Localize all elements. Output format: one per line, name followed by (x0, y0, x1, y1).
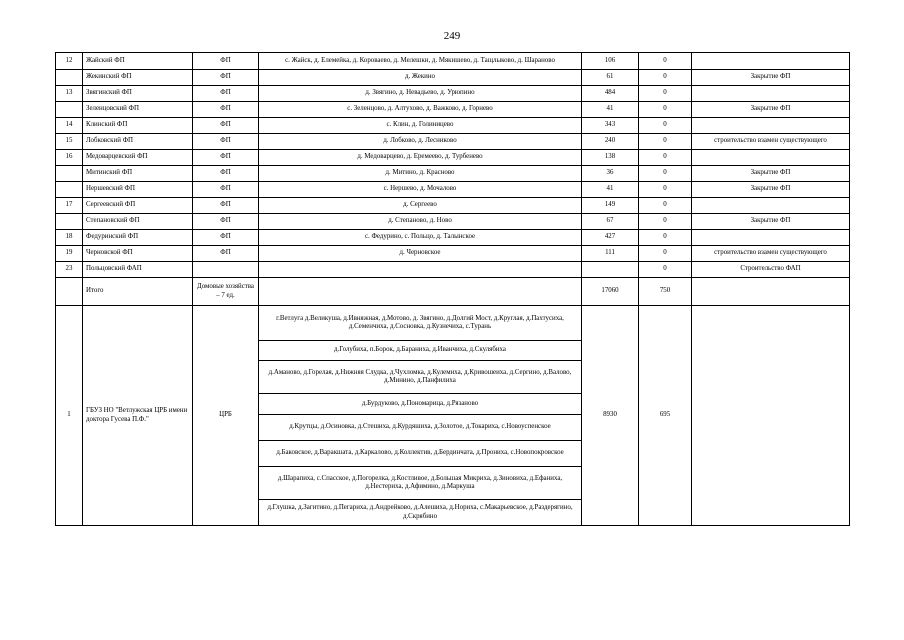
capacity: 0 (639, 53, 692, 70)
capacity: 0 (639, 118, 692, 134)
list-item (259, 500, 581, 526)
population: 8930 (582, 306, 639, 526)
capacity: 0 (639, 150, 692, 166)
served-settlements: с. Клин, д. Голиницево (259, 118, 582, 134)
facility-type: ЦРБ (193, 306, 259, 526)
capacity: 0 (639, 102, 692, 118)
row-number: 17 (56, 198, 83, 214)
capacity: 0 (639, 182, 692, 198)
served-settlements: д. Степаново, д. Ново (259, 214, 582, 230)
row-number: 18 (56, 230, 83, 246)
note (692, 86, 850, 102)
note: Строительство ФАП (692, 262, 850, 278)
table-row (56, 198, 850, 214)
list-item (259, 341, 581, 361)
total-row (56, 278, 850, 306)
settlement-group: д.Бурдуково, д.Пономарица, д.Рязаново (259, 394, 581, 415)
table-row (56, 230, 850, 246)
facility-name: Лобковский ФП (83, 134, 193, 150)
capacity: 0 (639, 214, 692, 230)
note: Закрытие ФП (692, 70, 850, 86)
row-number (56, 70, 83, 86)
table-row (56, 53, 850, 70)
facilities-table (55, 52, 850, 526)
note (692, 150, 850, 166)
facility-name: Клинский ФП (83, 118, 193, 134)
facility-name: Степановский ФП (83, 214, 193, 230)
table-row (56, 134, 850, 150)
capacity: 0 (639, 166, 692, 182)
population: 61 (582, 70, 639, 86)
capacity: 0 (639, 86, 692, 102)
list-item (259, 415, 581, 441)
served-settlements: д. Лобково, д. Лесниково (259, 134, 582, 150)
served-settlements: д. Сергеево (259, 198, 582, 214)
table-row (56, 166, 850, 182)
table-row (56, 214, 850, 230)
population: 67 (582, 214, 639, 230)
row-number: 1 (56, 306, 83, 526)
population: 41 (582, 182, 639, 198)
note (692, 53, 850, 70)
facility-name: ГБУЗ НО "Ветлужская ЦРБ имени доктора Гусева П.Ф." (83, 306, 193, 526)
facility-name: Звягинский ФП (83, 86, 193, 102)
population: 343 (582, 118, 639, 134)
served-settlements: д. Медоварцево, д. Еремеево, д. Турбенево (259, 150, 582, 166)
served-settlements: с. Зеленцово, д. Алтухово, д. Важково, д. Горнево (259, 102, 582, 118)
population: 427 (582, 230, 639, 246)
total-capacity: 750 (639, 278, 692, 306)
settlement-group: г.Ветлуга д.Великуша, д.Ивняжная, д.Мотово, д. Звягино, д.Долгий Мост, д.Круглая, д.Пахтусиха, д.Семенчиха, д.Сосновка, д.Кузнечиха, с.Турань (259, 306, 581, 341)
capacity: 0 (639, 262, 692, 278)
facility-name: Федуринский ФП (83, 230, 193, 246)
served-settlements: с. Федурино, с. Польцо, д. Талынское (259, 230, 582, 246)
list-item (259, 394, 581, 415)
facility-type: ФП (193, 134, 259, 150)
row-number (56, 166, 83, 182)
capacity: 0 (639, 70, 692, 86)
population: 106 (582, 53, 639, 70)
note (692, 198, 850, 214)
row-number: 13 (56, 86, 83, 102)
row-number (56, 102, 83, 118)
facility-type: ФП (193, 150, 259, 166)
total-label: Итого (83, 278, 193, 306)
list-item (259, 441, 581, 467)
facility-type: ФП (193, 214, 259, 230)
list-item (259, 306, 581, 341)
table-row (56, 70, 850, 86)
row-number: 23 (56, 262, 83, 278)
facility-name: Черновской ФП (83, 246, 193, 262)
page-number: 249 (443, 30, 461, 42)
table-row (56, 182, 850, 198)
note: Закрытие ФП (692, 214, 850, 230)
capacity: 0 (639, 134, 692, 150)
row-number: 12 (56, 53, 83, 70)
crb-row (56, 306, 850, 526)
facility-type: ФП (193, 230, 259, 246)
population: 149 (582, 198, 639, 214)
served-settlements: с. Жайск, д. Елемейка, д. Короваево, д. Мелешки, д. Мякишево, д. Тащлыково, д. Шараново (259, 53, 582, 70)
note: строительство взамен существующего (692, 134, 850, 150)
facility-type (193, 262, 259, 278)
population: 138 (582, 150, 639, 166)
row-number (56, 278, 83, 306)
facility-type: ФП (193, 86, 259, 102)
facility-type: ФП (193, 166, 259, 182)
population: 111 (582, 246, 639, 262)
population: 41 (582, 102, 639, 118)
row-number (56, 214, 83, 230)
settlement-group: д.Голубиха, п.Борок, д.Баранихa, д.Иванчиха, д.Скулябиха (259, 341, 581, 361)
table-row (56, 118, 850, 134)
settlement-group: д.Шарапиха, с.Спасское, д.Погорелка, д.Костливое, д.Большая Микриха, д.Зиновиха, д.Ефаниха, д.Нестериха, д.Афимино, д.Маркуша (259, 467, 581, 500)
list-item (259, 361, 581, 394)
facility-type: ФП (193, 70, 259, 86)
population: 484 (582, 86, 639, 102)
table-row (56, 150, 850, 166)
row-number: 16 (56, 150, 83, 166)
served-settlements: д. Черновское (259, 246, 582, 262)
facility-name: Медоварцевский ФП (83, 150, 193, 166)
facility-type: ФП (193, 198, 259, 214)
population: 36 (582, 166, 639, 182)
table-row (56, 246, 850, 262)
capacity: 0 (639, 246, 692, 262)
facility-name: Сергеевский ФП (83, 198, 193, 214)
table-row (56, 102, 850, 118)
capacity: 0 (639, 198, 692, 214)
note (692, 230, 850, 246)
settlement-group: д.Аманово, д.Горелая, д.Нижняя Слудка, д.Чухломка, д.Кулемиха, д.Кривошеиха, д.Сергино, д.Валово, д.Минино, д.Панфилиха (259, 361, 581, 394)
total-type: Домовые хозяйства – 7 ед. (193, 278, 259, 306)
settlement-group: д.Баковское, д.Варакшата, д.Каркалово, д.Коллектив, д.Бердинчата, д.Прониха, с.Новопокровское (259, 441, 581, 467)
facility-type: ФП (193, 102, 259, 118)
facility-name: Зеленцовский ФП (83, 102, 193, 118)
list-item (259, 467, 581, 500)
facility-type: ФП (193, 118, 259, 134)
row-number (56, 182, 83, 198)
note (692, 278, 850, 306)
note: Закрытие ФП (692, 166, 850, 182)
served-settlements: с. Нершево, д. Мочалово (259, 182, 582, 198)
capacity: 695 (639, 306, 692, 526)
settlement-group: д.Глушка, д.Загитино, д.Пегариха, д.Андрейково, д.Алешиха, д.Нориха, с.Макарьевское, д.Раздерягино, д.Скрябино (267, 504, 573, 520)
total-population: 17060 (582, 278, 639, 306)
facility-type: ФП (193, 246, 259, 262)
served-settlements: д. Митино, д. Красново (259, 166, 582, 182)
note: строительство взамен существующего (692, 246, 850, 262)
row-number: 14 (56, 118, 83, 134)
population: 240 (582, 134, 639, 150)
facility-type: ФП (193, 182, 259, 198)
note: Закрытие ФП (692, 182, 850, 198)
settlement-group: д.Крутцы, д.Осиновка, д.Стешиха, д.Курдяшиха, д.Золотое, д.Токариха, с.Новоуспенское (259, 415, 581, 441)
served-settlements: д. Звягино, д. Невадьево, д. Урюпино (259, 86, 582, 102)
row-number: 19 (56, 246, 83, 262)
note (692, 118, 850, 134)
facility-name: Жекинский ФП (83, 70, 193, 86)
facility-type: ФП (193, 53, 259, 70)
served-settlements (259, 262, 582, 278)
capacity: 0 (639, 230, 692, 246)
facility-name: Польцовский ФАП (83, 262, 193, 278)
note (692, 306, 850, 526)
facility-name: Митинский ФП (83, 166, 193, 182)
note: Закрытие ФП (692, 102, 850, 118)
facility-name: Нершевский ФП (83, 182, 193, 198)
row-number: 15 (56, 134, 83, 150)
crb-settlements-list (259, 306, 581, 525)
table-row (56, 262, 850, 278)
crb-settlements (259, 306, 582, 526)
population (582, 262, 639, 278)
table-row (56, 86, 850, 102)
served-settlements (259, 278, 582, 306)
facility-name: Жайский ФП (83, 53, 193, 70)
served-settlements: д. Жекино (259, 70, 582, 86)
